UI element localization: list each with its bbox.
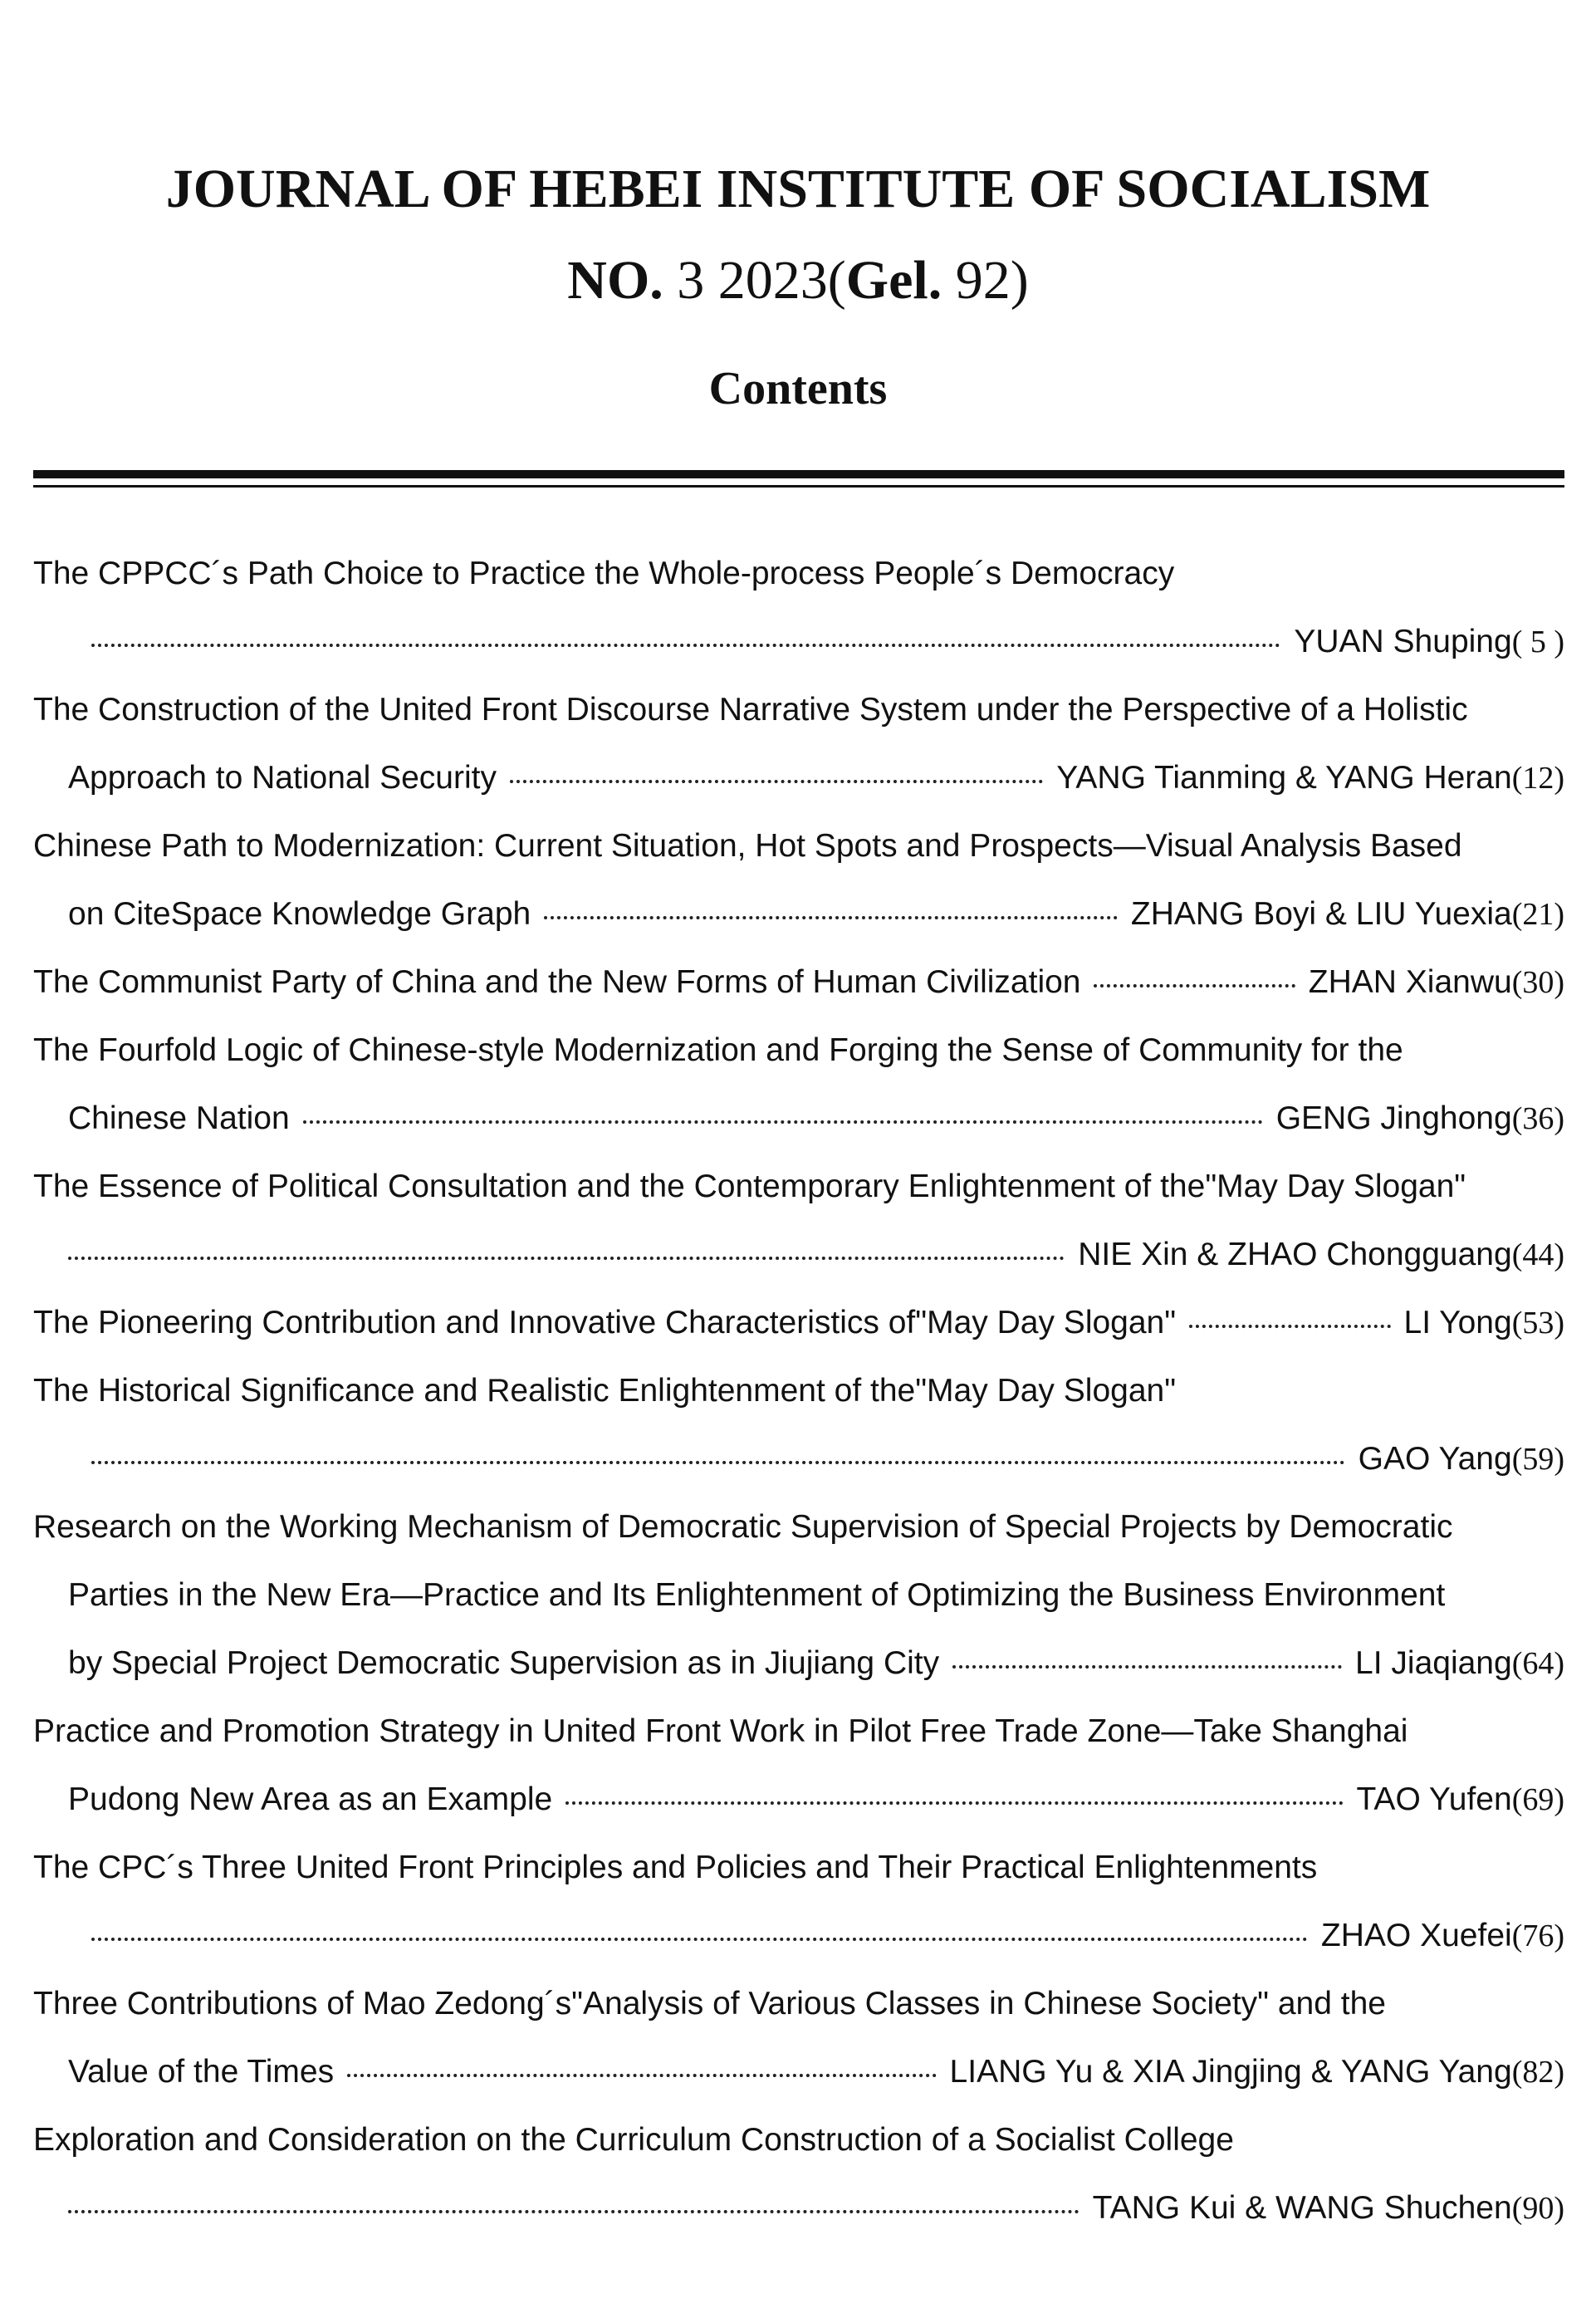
dot-leader (347, 2074, 936, 2077)
journal-title: JOURNAL OF HEBEI INSTITUTE OF SOCIALISM (165, 159, 1431, 219)
toc-entry-title-tail: on CiteSpace Knowledge Graph (68, 896, 531, 932)
toc-entry-author-line[interactable] (91, 1425, 1564, 1493)
toc-entry-author-line[interactable] (68, 1085, 1564, 1153)
toc-entry-title-tail: Chinese Nation (68, 1100, 290, 1136)
dot-leader (510, 780, 1043, 783)
toc-entry-title-line[interactable] (33, 1357, 1564, 1425)
toc-entry-page: (53) (1511, 1306, 1564, 1340)
toc-entry-title: The CPPCC´s Path Choice to Practice the Whole-process People´s Democracy (33, 556, 1175, 591)
toc-entry-title: The Communist Party of China and the New Forms of Human Civilization (33, 964, 1081, 1000)
toc-entry-title: Research on the Working Mechanism of Democratic Supervision of Special Projects by Democratic (33, 1509, 1453, 1545)
toc-entry-author-line[interactable] (68, 2038, 1564, 2106)
toc-entry-title-line[interactable] (33, 1017, 1564, 1085)
toc-entry-page: (82) (1511, 2055, 1564, 2090)
toc-entry-author: YUAN Shuping (1294, 624, 1512, 659)
issue-year: 2023( (717, 250, 846, 311)
toc-entry-title: Exploration and Consideration on the Curriculum Construction of a Socialist College (33, 2122, 1234, 2158)
toc-entry-title: Three Contributions of Mao Zedong´s"Analysis of Various Classes in Chinese Society" and the (33, 1986, 1386, 2021)
toc-entry-title-line[interactable] (33, 1493, 1564, 1561)
dot-leader (68, 2210, 1080, 2213)
toc-entry-author-line[interactable] (68, 2174, 1564, 2242)
toc-entry-title-line[interactable] (33, 2106, 1564, 2174)
dot-leader (68, 1257, 1065, 1260)
toc-entry-author: GAO Yang (1358, 1441, 1512, 1477)
toc-entry-author: GENG Jinghong (1275, 1100, 1512, 1136)
toc-entry-author: LI Yong (1403, 1305, 1512, 1340)
toc-entry-author-line[interactable] (33, 948, 1564, 1017)
toc-entry-page: (64) (1511, 1646, 1564, 1681)
toc-entry-title-line[interactable] (68, 1561, 1564, 1629)
toc-entry-author-line[interactable] (68, 880, 1564, 948)
toc-entry-title-line[interactable] (33, 812, 1564, 880)
toc-entry-page: ( 5 ) (1511, 625, 1564, 659)
dot-leader (303, 1120, 1263, 1124)
toc-entry-title: Chinese Path to Modernization: Current Situation, Hot Spots and Prospects—Visual Analysis Based (33, 828, 1462, 864)
toc-entry-page: (59) (1511, 1442, 1564, 1477)
toc-entry-title: Parties in the New Era—Practice and Its Enlightenment of Optimizing the Business Environment (68, 1577, 1446, 1613)
dot-leader (91, 644, 1280, 647)
toc-entry-author: LI Jiaqiang (1355, 1645, 1512, 1681)
contents-title: Contents (708, 363, 888, 414)
issue-number: 3 (677, 250, 705, 311)
gel-number: 92 (955, 250, 1011, 311)
toc-entry-author: YANG Tianming & YANG Heran (1056, 760, 1512, 796)
toc-entry-title-tail: by Special Project Democratic Supervision as in Jiujiang City (68, 1645, 940, 1681)
toc-entry-author: TANG Kui & WANG Shuchen (1092, 2190, 1512, 2226)
header-rule-thick (33, 470, 1564, 478)
dot-leader (1094, 984, 1295, 987)
toc-entry-title-line[interactable] (33, 1153, 1564, 1221)
dot-leader (565, 1801, 1343, 1805)
toc-entry-title: The Fourfold Logic of Chinese-style Modernization and Forging the Sense of Community for the (33, 1032, 1403, 1068)
dot-leader (91, 1461, 1345, 1464)
toc-entry-title-line[interactable] (33, 1698, 1564, 1766)
toc-entry-title: The Pioneering Contribution and Innovative Characteristics of"May Day Slogan" (33, 1305, 1177, 1340)
dot-leader (544, 916, 1118, 919)
toc-entry-author-line[interactable] (68, 1629, 1564, 1698)
toc-entry-title-line[interactable] (33, 676, 1564, 744)
toc-entry-title: The CPC´s Three United Front Principles and Policies and Their Practical Enlightenments (33, 1850, 1318, 1885)
toc-entry-page: (36) (1511, 1101, 1564, 1136)
toc-entry-author-line[interactable] (68, 1221, 1564, 1289)
issue-label: NO. (567, 250, 663, 311)
toc-entry-author-line[interactable] (91, 1902, 1564, 1970)
dot-leader (91, 1938, 1308, 1941)
toc-entry-page: (44) (1511, 1237, 1564, 1272)
toc-entry-author: ZHAO Xuefei (1320, 1918, 1512, 1953)
toc-entry-author-line[interactable] (68, 1766, 1564, 1834)
toc-entry-title: The Historical Significance and Realistic Enlightenment of the"May Day Slogan" (33, 1373, 1177, 1409)
header-rule-thin (33, 485, 1564, 488)
toc-entry-author-line[interactable] (91, 608, 1564, 676)
toc-entry-author: ZHANG Boyi & LIU Yuexia (1130, 896, 1512, 932)
toc-entry-title-tail: Value of the Times (68, 2054, 335, 2090)
toc-entry-author: ZHAN Xianwu (1308, 964, 1512, 1000)
issue-close-paren: ) (1010, 250, 1029, 311)
toc-entry-page: (12) (1511, 761, 1564, 796)
toc-entry-title: The Essence of Political Consultation and the Contemporary Enlightenment of the"May Day Slogan" (33, 1169, 1466, 1204)
dot-leader (1189, 1325, 1390, 1328)
issue-line (0, 249, 1596, 312)
toc-entry-title-line[interactable] (33, 540, 1564, 608)
toc-entry-page: (90) (1511, 2191, 1564, 2226)
toc-entry-title-line[interactable] (33, 1834, 1564, 1902)
toc-entry-author: TAO Yufen (1356, 1781, 1512, 1817)
toc-entry-author: LIANG Yu & XIA Jingjing & YANG Yang (949, 2054, 1512, 2090)
toc-entry-page: (30) (1511, 965, 1564, 1000)
toc-entry-author-line[interactable] (68, 744, 1564, 812)
toc-entry-page: (21) (1511, 897, 1564, 932)
toc-entry-title: The Construction of the United Front Discourse Narrative System under the Perspective of a Holistic (33, 692, 1468, 728)
dot-leader (952, 1665, 1342, 1669)
gel-label: Gel. (845, 250, 942, 311)
toc-entry-title: Practice and Promotion Strategy in United Front Work in Pilot Free Trade Zone—Take Shanghai (33, 1713, 1408, 1749)
toc-entry-page: (76) (1511, 1919, 1564, 1953)
toc-entry-title-line[interactable] (33, 1970, 1564, 2038)
toc-entry-author: NIE Xin & ZHAO Chongguang (1078, 1237, 1512, 1272)
toc-entry-title-tail: Pudong New Area as an Example (68, 1781, 553, 1817)
toc-entry-page: (69) (1511, 1782, 1564, 1817)
toc-entry-title-tail: Approach to National Security (68, 760, 497, 796)
toc-entry-author-line[interactable] (33, 1289, 1564, 1357)
